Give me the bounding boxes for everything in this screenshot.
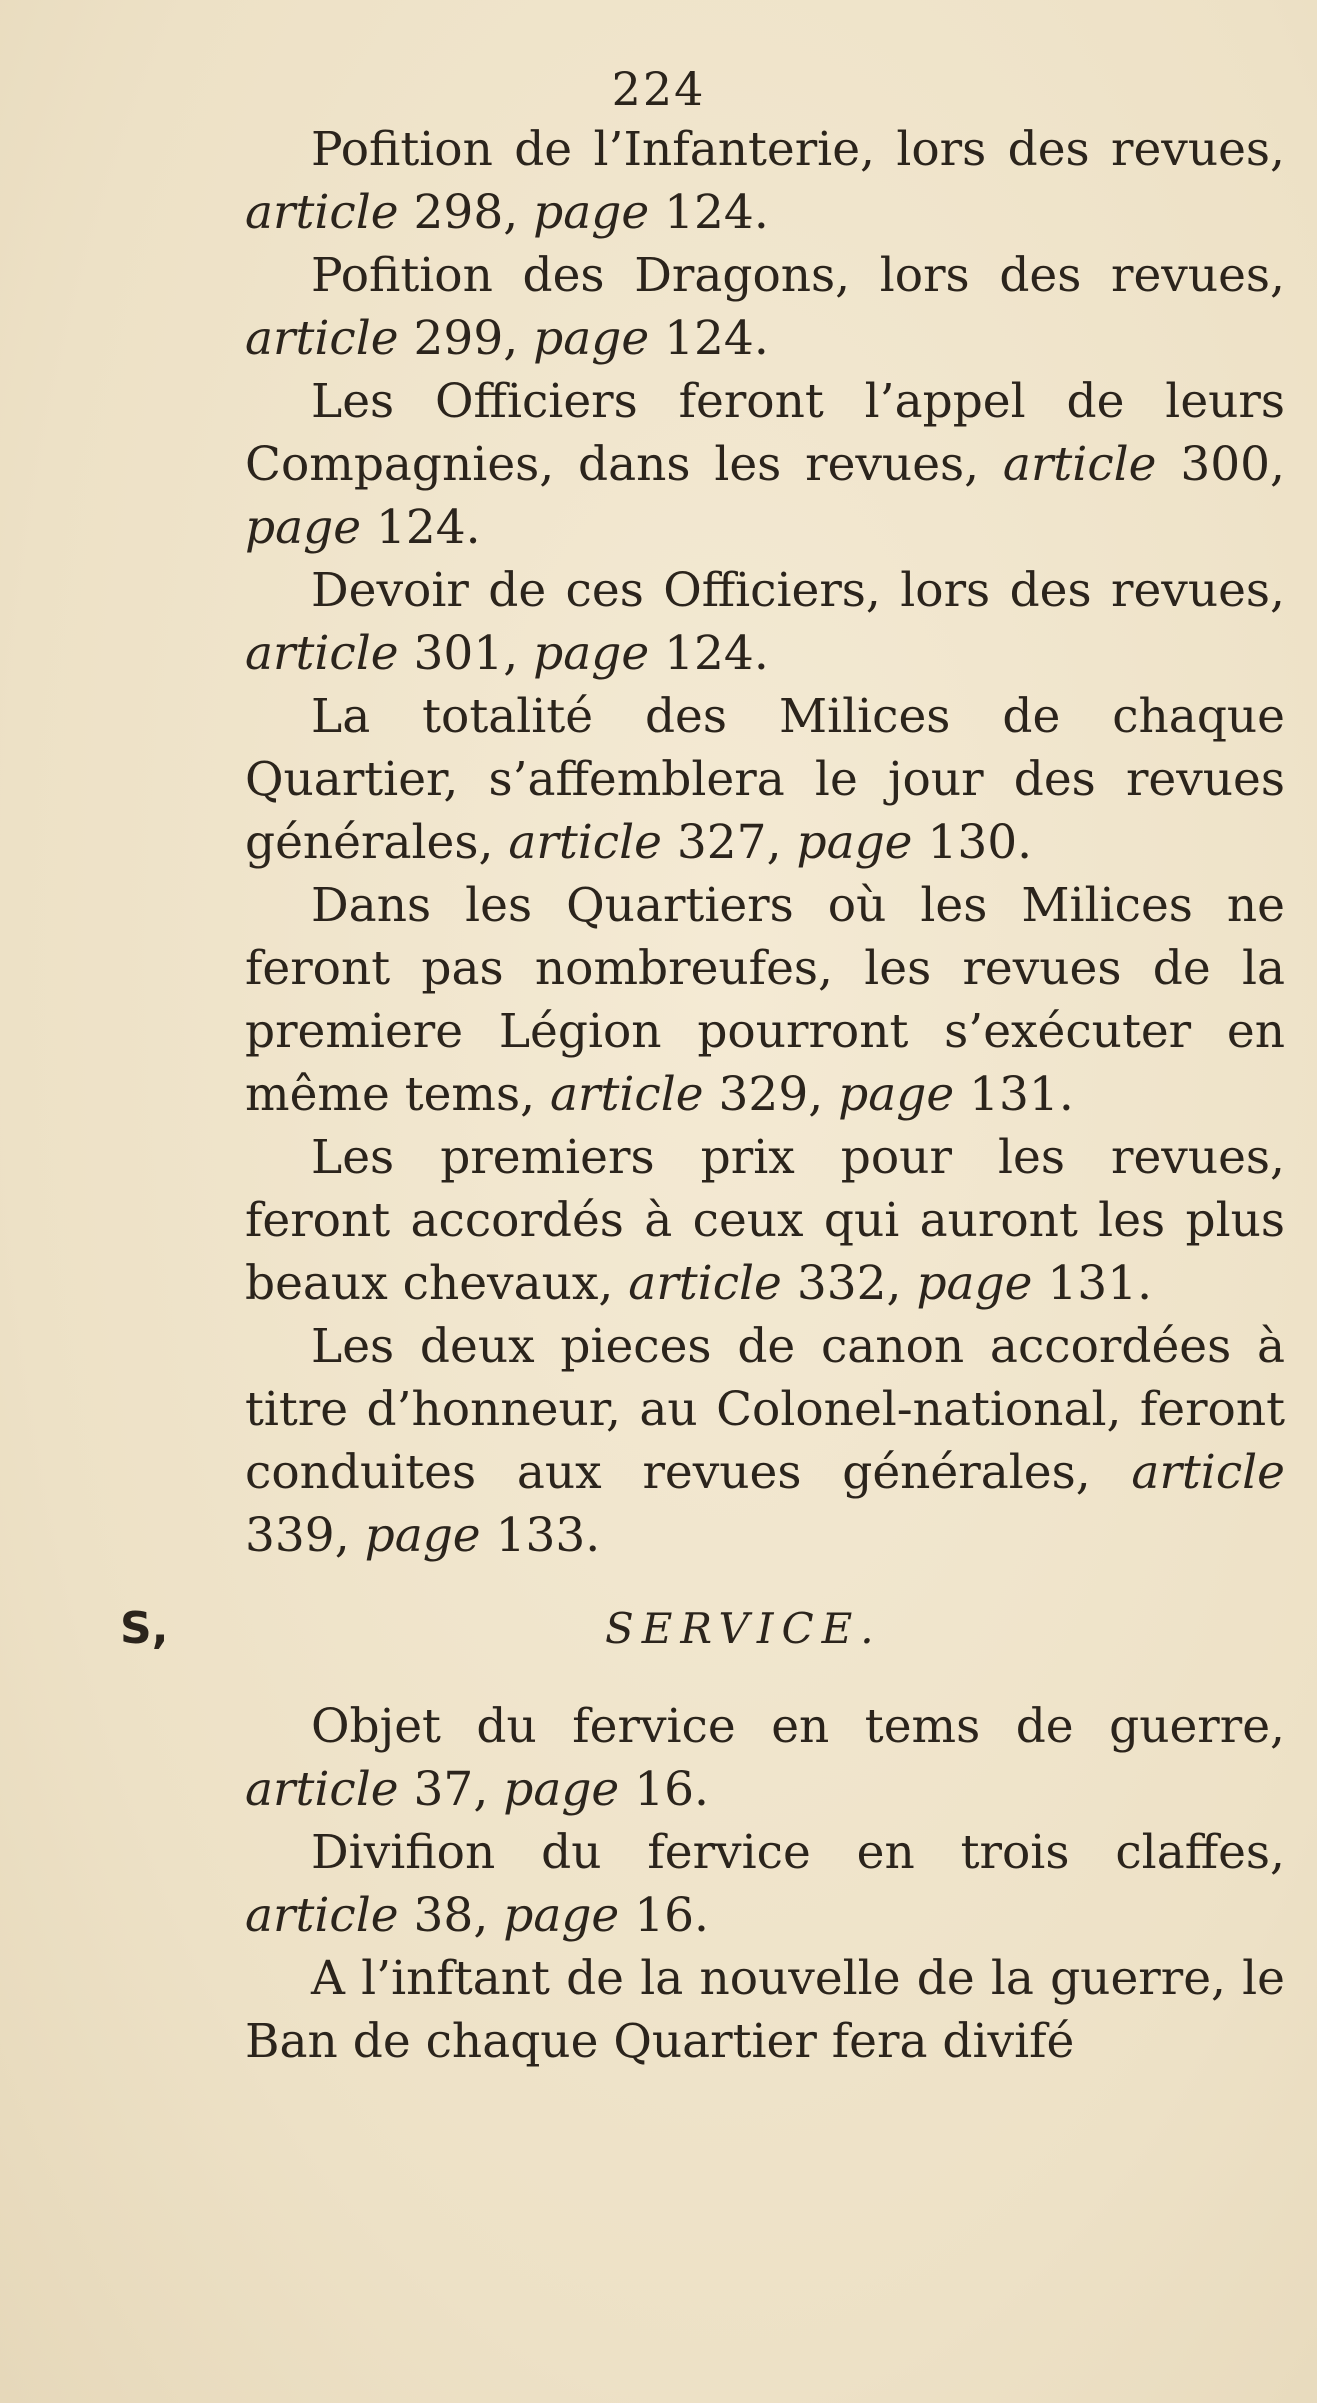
- index-entry: Divifion du fervice en trois claffes, article 38, page 16.: [245, 1825, 1285, 1943]
- entry-text: Devoir de ces Officiers, lors des revues,: [311, 563, 1285, 618]
- page-label: page: [503, 1762, 620, 1817]
- index-entry: Objet du fervice en tems de guerre, article 37, page 16.: [245, 1699, 1285, 1817]
- article-label: article: [550, 1067, 704, 1122]
- index-entry: Dans les Quartiers où les Milices ne feront pas nombreufes, les revues de la premiere Légion pourront s’exécuter en même tems, article 329, page 131.: [245, 878, 1285, 1122]
- index-entry: Devoir de ces Officiers, lors des revues, article 301, page 124.: [245, 563, 1285, 681]
- page-label: page: [533, 626, 650, 681]
- entry-text: Les Officiers feront l’appel de leurs Compagnies, dans les revues,: [245, 374, 1285, 492]
- article-label: article: [245, 626, 399, 681]
- entry-text: Pofition des Dragons, lors des revues,: [311, 248, 1285, 303]
- page-ref-number: 124.: [375, 500, 481, 555]
- index-text: [120, 118, 1285, 2073]
- article-label: article: [1131, 1445, 1285, 1500]
- article-label: article: [628, 1256, 782, 1311]
- page-label: page: [916, 1256, 1033, 1311]
- entry-text: Divifion du fervice en trois claffes,: [311, 1825, 1285, 1880]
- index-entry: La totalité des Milices de chaque Quartier, s’affemblera le jour des revues générales, article 327, page 130.: [245, 689, 1285, 870]
- article-number: 37: [413, 1762, 474, 1817]
- article-number: 332: [796, 1256, 887, 1311]
- article-number: 301: [413, 626, 504, 681]
- section-heading: [120, 1579, 1285, 1695]
- index-entry: Les deux pieces de canon accordées à titre d’honneur, au Colonel-national, feront conduites aux revues générales, article 339, page 133.: [245, 1319, 1285, 1563]
- index-entry: Pofition de l’Infanterie, lors des revues, article 298, page 124.: [245, 122, 1285, 240]
- entry-text: A l’inftant de la nouvelle de la guerre, le Ban de chaque Quartier fera divifé: [245, 1951, 1285, 2069]
- entry-text: Les premiers prix pour les revues, feront accordés à ceux qui auront les plus beaux chevaux,: [245, 1130, 1285, 1311]
- index-entry: Pofition des Dragons, lors des revues, article 299, page 124.: [245, 248, 1285, 366]
- page-ref-number: 130.: [927, 815, 1033, 870]
- article-label: article: [245, 1888, 399, 1943]
- index-entry: Les premiers prix pour les revues, feront accordés à ceux qui auront les plus beaux chevaux, article 332, page 131.: [245, 1130, 1285, 1311]
- page-ref-number: 124.: [664, 626, 769, 681]
- page-ref-number: 131.: [1047, 1256, 1153, 1311]
- page-label: page: [503, 1888, 620, 1943]
- article-label: article: [508, 815, 662, 870]
- page-ref-number: 133.: [495, 1508, 601, 1563]
- page-label: page: [533, 311, 650, 366]
- page-ref-number: 16.: [634, 1888, 709, 1943]
- article-number: 339: [245, 1508, 335, 1563]
- page-label: page: [533, 185, 650, 240]
- article-label: article: [245, 185, 399, 240]
- entry-text: La totalité des Milices de chaque Quartier, s’affemblera le jour des revues générales,: [245, 689, 1285, 870]
- index-entry: Les Officiers feront l’appel de leurs Compagnies, dans les revues, article 300, page 124.: [245, 374, 1285, 555]
- page-label: page: [245, 500, 362, 555]
- article-number: 298: [413, 185, 504, 240]
- section-letter: S,: [120, 1603, 169, 1654]
- page-ref-number: 124.: [664, 185, 769, 240]
- entry-text: Objet du fervice en tems de guerre,: [311, 1699, 1285, 1754]
- page-label: page: [838, 1067, 955, 1122]
- section-title: SERVICE.: [605, 1604, 882, 1653]
- article-label: article: [1002, 437, 1157, 492]
- index-entry: [245, 1947, 1285, 2073]
- article-number: 299: [413, 311, 504, 366]
- article-number: 329: [718, 1067, 809, 1122]
- article-label: article: [245, 1762, 399, 1817]
- article-number: 38: [413, 1888, 474, 1943]
- page-ref-number: 16.: [634, 1762, 709, 1817]
- page-label: page: [796, 815, 913, 870]
- entry-text: Dans les Quartiers où les Milices ne feront pas nombreufes, les revues de la premiere Légion pourront s’exécuter en même tems,: [245, 878, 1285, 1122]
- article-label: article: [245, 311, 399, 366]
- entry-text: Les deux pieces de canon accordées à titre d’honneur, au Colonel-national, feront conduites aux revues générales,: [245, 1319, 1285, 1500]
- page-ref-number: 131.: [969, 1067, 1074, 1122]
- page-label: page: [364, 1508, 481, 1563]
- page-ref-number: 124.: [664, 311, 769, 366]
- page-number: 224: [611, 62, 706, 116]
- article-number: 300: [1180, 437, 1271, 492]
- article-number: 327: [676, 815, 767, 870]
- entry-text: Pofition de l’Infanterie, lors des revues,: [311, 122, 1285, 177]
